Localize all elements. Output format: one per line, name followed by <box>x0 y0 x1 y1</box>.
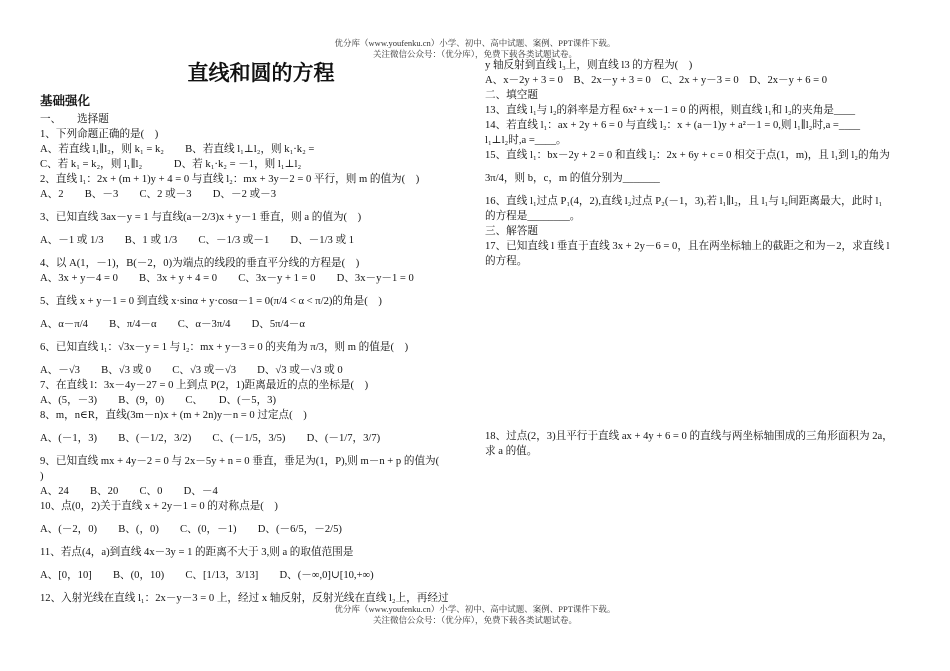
question-3-options: A、－1 或 1/3 B、1 或 1/3 C、－1/3 或－1 D、－1/3 或 1 <box>40 235 354 246</box>
section-label-fill: 二、填空题 <box>485 90 538 101</box>
section-label-answer: 三、解答题 <box>485 226 538 237</box>
question-3: 3、已知直线 3ax－y = 1 与直线(a－2/3)x + y－1 垂直，则 a 的值为( ) <box>40 212 362 223</box>
question-5-options: A、α－π/4 B、π/4－α C、α－3π/4 D、5π/4－α <box>40 319 305 330</box>
question-4-options: A、3x + y－4 = 0 B、3x + y + 4 = 0 C、3x－y + 1 = 0 D、3x－y－1 = 0 <box>40 273 414 284</box>
question-5: 5、直线 x + y－1 = 0 到直线 x·sinα + y·cosα－1 = 0(π/4 < α < π/2)的角是( ) <box>40 296 382 307</box>
question-17: 17、已知直线 l 垂直于直线 3x + 2y－6 = 0，且在两坐标轴上的截距之和为－2，求直线 l <box>485 241 890 252</box>
question-14-continued: l₁⊥l₂时,a =____。 <box>485 135 567 146</box>
question-18: 18、过点(2，3)且平行于直线 ax + 4y + 6 = 0 的直线与两坐标轴围成的三角形面积为 2a， <box>485 431 893 442</box>
question-7-options: A、(5，－3) B、(9，0) C、 D、(－5，3) <box>40 395 276 406</box>
question-17-continued: 的方程。 <box>485 256 528 267</box>
footer-line-1: 优分库（www.youfenku.cn）小学、初中、高中试题、案例、PPT课件下载。 <box>334 604 616 614</box>
question-8: 8、m，n∈R，直线(3m－n)x + (m + 2n)y－n = 0 过定点( ) <box>40 410 307 421</box>
question-11: 11、若点(4，a)到直线 4x－3y = 1 的距离不大于 3,则 a 的取值范围是 <box>40 547 354 558</box>
question-18-continued: 求 a 的值。 <box>485 446 538 457</box>
question-6: 6、已知直线 l₁：√3x－y = 1 与 l₂：mx + y－3 = 0 的夹角为 π/3，则 m 的值是( ) <box>40 342 409 353</box>
page-footer <box>0 604 950 626</box>
question-14: 14、若直线 l₁：ax + 2y + 6 = 0 与直线 l₂：x + (a－1)y + a²－1 = 0,则 l₁∥l₂时,a =____ <box>485 120 861 131</box>
question-9-options: A、24 B、20 C、0 D、－4 <box>40 486 218 497</box>
footer-line-2: 关注微信公众号：（优分库），免费下载各类试题试卷。 <box>372 615 577 625</box>
right-column <box>485 58 915 459</box>
question-13: 13、直线 l₁与 l₂的斜率是方程 6x² + x－1 = 0 的两根，则直线 l₁和 l₂的夹角是____ <box>485 105 856 116</box>
question-10-options: A、(－2，0) B、(，0) C、(0，－1) D、(－6/5，－2/5) <box>40 524 342 535</box>
question-9-continued: ) <box>40 471 44 482</box>
question-16: 16、直线 l₁过点 P₁(4，2),直线 l₂过点 P₂(－1，3),若 l₁∥l₂，且 l₁与 l₂间距离最大，此时 l₁ <box>485 196 883 207</box>
question-9: 9、已知直线 mx + 4y－2 = 0 与 2x－5y + n = 0 垂直，垂足为(1，P),则 m－n + p 的值为( <box>40 456 440 467</box>
question-12-options: A、x－2y + 3 = 0 B、2x－y + 3 = 0 C、2x + y－3 = 0 D、2x－y + 6 = 0 <box>485 75 828 86</box>
question-2-options: A、2 B、－3 C、2 或－3 D、－2 或－3 <box>40 189 277 200</box>
question-6-options: A、－√3 B、√3 或 0 C、√3 或－√3 D、√3 或－√3 或 0 <box>40 365 343 376</box>
section-heading: 基础强化 <box>40 93 91 108</box>
question-11-options: A、[0，10] B、(0，10) C、[1/13，3/13] D、(－∞,0]∪[10,+∞) <box>40 570 374 581</box>
question-1: 1、下列命题正确的是( ) <box>40 129 159 140</box>
question-10: 10、点(0，2)关于直线 x + 2y－1 = 0 的对称点是( ) <box>40 501 278 512</box>
section-label-choice: 一、 选择题 <box>40 114 109 125</box>
question-15: 15、直线 l₁：bx－2y + 2 = 0 和直线 l₂：2x + 6y + c = 0 相交于点(1，m)，且 l₁到 l₂的角为 <box>485 150 890 161</box>
document-title: 直线和圆的方程 <box>187 61 335 85</box>
question-2: 2、直线 l₁：2x + (m + 1)y + 4 = 0 与直线 l₂：mx + 3y－2 = 0 平行，则 m 的值为( ) <box>40 174 420 185</box>
question-1-options-cd: C、若 k₁ = k₂，则 l₁∥l₂ D、若 k₁·k₂ = －1，则 l₁⊥l₂ <box>40 159 302 170</box>
question-12: 12、入射光线在直线 l₁：2x－y－3 = 0 上，经过 x 轴反射，反射光线在直线 l₂上，再经过 <box>40 593 449 604</box>
question-8-options: A、(－1，3) B、(－1/2，3/2) C、(－1/5，3/5) D、(－1/7，3/7) <box>40 433 381 444</box>
question-7: 7、在直线 l：3x－4y－27 = 0 上到点 P(2，1)距离最近的点的坐标是( ) <box>40 380 369 391</box>
header-line-1: 优分库（www.youfenku.cn）小学、初中、高中试题、案例、PPT课件下载。 <box>334 38 616 48</box>
question-16-continued: 的方程是________。 <box>485 211 581 222</box>
header-line-2: 关注微信公众号：（优分库），免费下载各类试题试卷。 <box>372 49 577 59</box>
question-12-continued: y 轴反射到直线 l₃上，则直线 l3 的方程为( ) <box>485 60 693 71</box>
left-column <box>40 56 472 606</box>
question-15-continued: 3π/4，则 b，c，m 的值分别为_______ <box>485 173 660 184</box>
question-1-options-ab: A、若直线 l₁∥l₂，则 k₁ = k₂ B、若直线 l₁⊥l₂，则 k₁·k₂ = <box>40 144 315 155</box>
question-4: 4、以 A(1，－1)，B(－2，0)为端点的线段的垂直平分线的方程是( ) <box>40 258 360 269</box>
